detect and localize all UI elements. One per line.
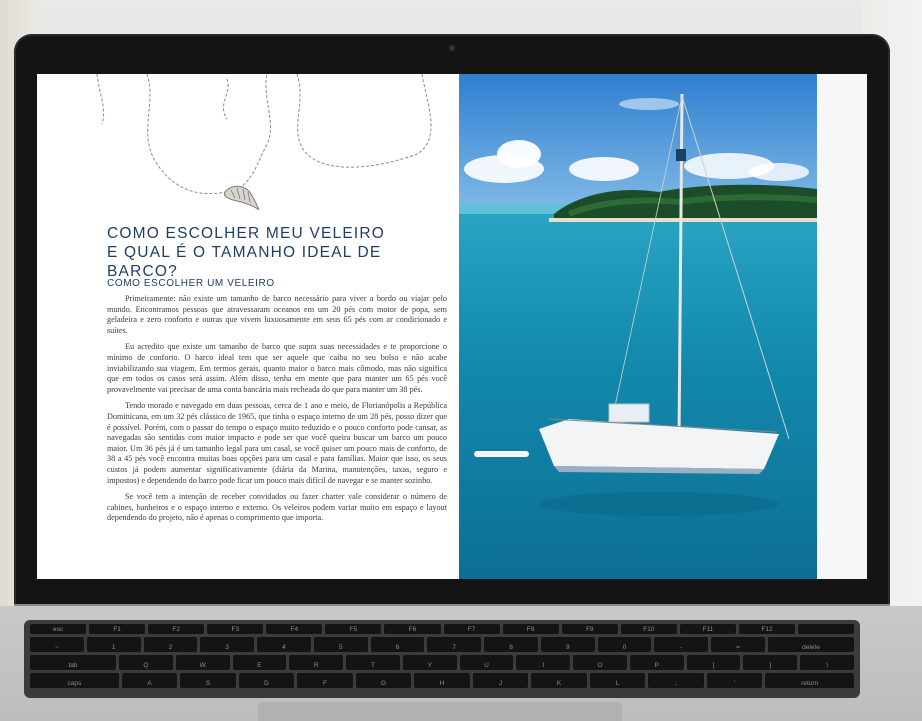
key[interactable]: 7 (427, 637, 481, 652)
key[interactable]: J (473, 673, 529, 688)
camera-icon (449, 45, 455, 51)
key[interactable]: G (356, 673, 412, 688)
heading-line-1: COMO ESCOLHER MEU VELEIRO (107, 225, 386, 242)
key[interactable]: L (590, 673, 646, 688)
key[interactable]: F11 (680, 624, 736, 634)
keyboard-row (30, 624, 854, 634)
key[interactable]: F (297, 673, 353, 688)
seashell-icon (221, 182, 261, 212)
key[interactable]: W (176, 655, 230, 670)
key[interactable]: 3 (200, 637, 254, 652)
key[interactable]: F12 (739, 624, 795, 634)
key[interactable]: I (516, 655, 570, 670)
key[interactable]: H (414, 673, 470, 688)
key[interactable]: F7 (444, 624, 500, 634)
article-paragraph: Primeiramente: não existe um tamanho de barco necessário para viver a bordo ou viajar pelo mundo. Encontramos pessoas que atravessaram oceanos em um 20 pés com motor de popa, sem geladeira e zero conforto e outras que vivem luxuosamente em seus 65 pés com ar condicionado e suítes. (107, 294, 447, 335)
keyboard-row (30, 655, 854, 670)
key[interactable] (798, 624, 854, 634)
key[interactable]: 2 (144, 637, 198, 652)
article-paragraph: Se você tem a intenção de receber convidados ou fazer charter vale considerar o número de cabines, banheiros e o espaço interno e externo. Os veleiros podem variar muito em espaço e layout dependendo do projeto, não é apenas o comprimento que importa. (107, 492, 447, 523)
screen-margin (817, 74, 867, 579)
key-caps[interactable]: caps (30, 673, 119, 688)
key[interactable]: A (122, 673, 178, 688)
sailboat-photo (459, 74, 817, 579)
key[interactable]: E (233, 655, 287, 670)
key-tab[interactable]: tab (30, 655, 116, 670)
key[interactable]: 6 (371, 637, 425, 652)
key[interactable]: 5 (314, 637, 368, 652)
key-return[interactable]: return (765, 673, 854, 688)
key[interactable]: F4 (266, 624, 322, 634)
laptop-bezel (14, 34, 890, 608)
keyboard-row (30, 673, 854, 688)
key[interactable]: ] (743, 655, 797, 670)
key[interactable]: 4 (257, 637, 311, 652)
article-subheading: COMO ESCOLHER UM VELEIRO (107, 278, 275, 289)
key[interactable]: S (180, 673, 236, 688)
key[interactable]: Y (403, 655, 457, 670)
article-heading (107, 224, 447, 281)
key[interactable]: F6 (384, 624, 440, 634)
trackpad[interactable] (258, 702, 622, 721)
key[interactable]: P (630, 655, 684, 670)
key[interactable]: F9 (562, 624, 618, 634)
key[interactable]: Q (119, 655, 173, 670)
key[interactable]: T (346, 655, 400, 670)
key[interactable]: R (289, 655, 343, 670)
key[interactable]: 1 (87, 637, 141, 652)
key-delete[interactable]: delete (768, 637, 854, 652)
key[interactable]: - (654, 637, 708, 652)
key[interactable]: F8 (503, 624, 559, 634)
key[interactable]: F3 (207, 624, 263, 634)
key[interactable]: K (531, 673, 587, 688)
key[interactable]: F5 (325, 624, 381, 634)
article-paragraph: Tendo morado e navegado em duas pessoas, cerca de 1 ano e meio, de Florianópolis a República Dominicana, em um 32 pés clássico de 1965, que tinha o espaço interno de um 28 pés, posso dizer que é possível. Porém, com o passar do tempo o espaço muito reduzido e o pouco conforto pode cansar, as navegadas são sentidas com maior impacto e pode ser que você queira buscar um barco um pouco maior. Um 36 pés já é um tamanho legal para um casal, se você quiser um pouco mais de conforto, de 38 a 45 pés você encontra muitas boas opções para um casal e para famílias. Maior que isso, os seus custos já podem aumentar significativamente (diária da Marina, manutenções, taxas, seguro e impostos) e dependendo do barco pode ficar um pouco mais difícil de navegar e se manter sozinho. (107, 401, 447, 485)
laptop-screen (37, 74, 867, 579)
key[interactable]: F2 (148, 624, 204, 634)
key[interactable]: D (239, 673, 295, 688)
key[interactable]: F10 (621, 624, 677, 634)
keyboard (24, 620, 860, 698)
key[interactable]: esc (30, 624, 86, 634)
heading-line-2: E QUAL É O TAMANHO IDEAL DE BARCO? (107, 244, 382, 280)
key[interactable]: ' (707, 673, 763, 688)
magazine-page-right (459, 74, 817, 579)
key[interactable]: 9 (541, 637, 595, 652)
key[interactable]: [ (687, 655, 741, 670)
magazine-page-left (37, 74, 459, 579)
key[interactable]: ; (648, 673, 704, 688)
key[interactable]: 0 (598, 637, 652, 652)
key[interactable]: U (460, 655, 514, 670)
key[interactable]: \ (800, 655, 854, 670)
key[interactable]: ~ (30, 637, 84, 652)
article-paragraph: Eu acredito que existe um tamanho de barco que supra suas necessidades e te proporcione o mínimo de conforto. O barco ideal tem que ser aquele que caiba no seu bolso e não acabe inviabilizando sua viagem. Em termos gerais, quanto maior o barco mais cômodo, mas não significa que em todos os casos será assim. Além disso, tenha em mente que para manter um 65 pés você provavelmente vai precisar de uma conta bancária mais recheada do que para manter um 38 pés. (107, 342, 447, 394)
key[interactable]: 8 (484, 637, 538, 652)
article-body (107, 294, 447, 530)
key[interactable]: O (573, 655, 627, 670)
key[interactable]: F1 (89, 624, 145, 634)
keyboard-row (30, 637, 854, 652)
key[interactable]: = (711, 637, 765, 652)
